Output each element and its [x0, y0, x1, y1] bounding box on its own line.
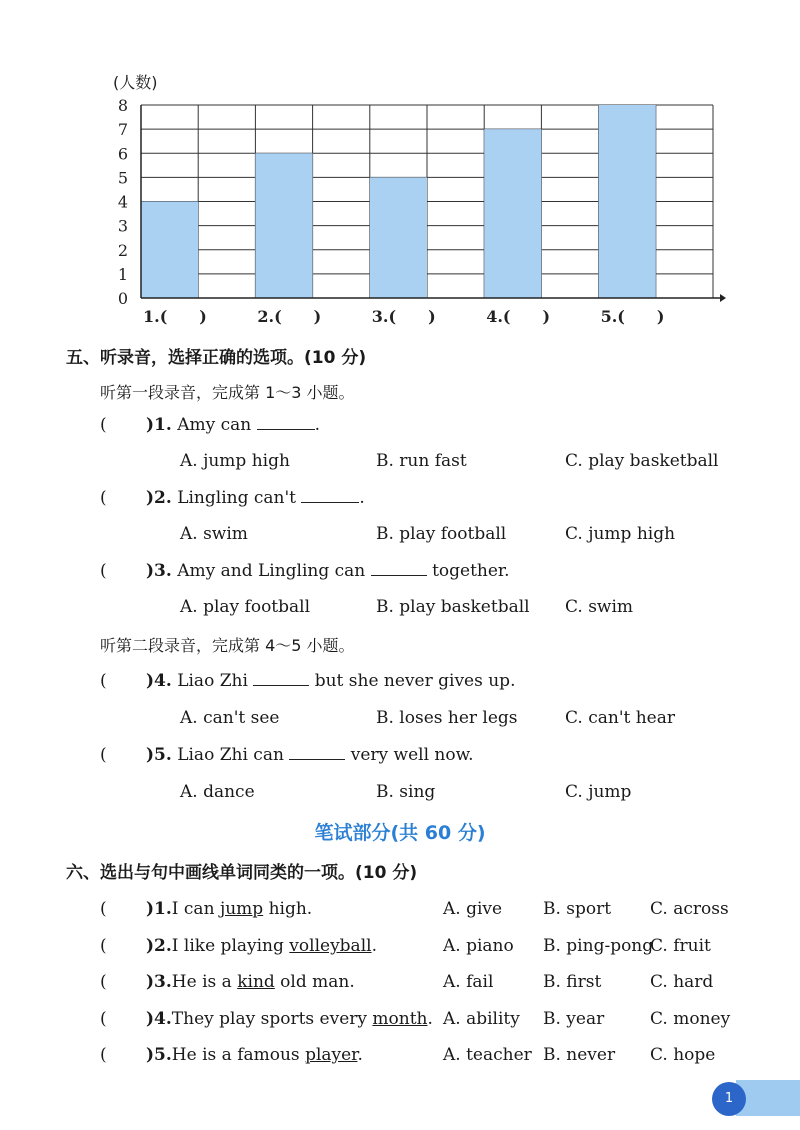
- s6-q5-option-b: B. never: [543, 1045, 616, 1065]
- section6-title: 六、选出与句中画线单词同类的一项。(10 分): [66, 863, 418, 883]
- s5-q2-text-post: .: [359, 488, 365, 508]
- s5-q4-option-b: B. loses her legs: [376, 708, 518, 728]
- s6-q1-text-pre: I can: [171, 899, 220, 919]
- s5-q2-blank: [301, 488, 359, 503]
- s5-q4-option-c: C. can't hear: [565, 708, 675, 728]
- s6-q3-option-b: B. first: [543, 972, 602, 992]
- section5-title: 五、听录音，选择正确的选项。(10 分): [66, 348, 367, 368]
- y-tick-label: 0: [117, 289, 128, 308]
- s6-q1-paren: (: [100, 899, 107, 919]
- s5-q4-text-post: but she never gives up.: [314, 671, 516, 691]
- s5-q4-number: )4.: [146, 671, 172, 691]
- s6-q2-paren: (: [100, 936, 107, 956]
- s6-q5: [146, 1045, 363, 1065]
- s5-q3-text-post: together.: [432, 561, 510, 581]
- y-tick-label: 3: [117, 216, 128, 236]
- y-tick-label: 8: [117, 96, 128, 115]
- s5-q2-text-pre: Lingling can't: [177, 488, 296, 508]
- s5-q5: [146, 745, 474, 765]
- s6-q4-paren: (: [100, 1009, 107, 1029]
- s6-q5-option-c: C. hope: [650, 1045, 716, 1065]
- s6-q3-text-pre: He is a: [171, 972, 238, 992]
- s5-q5-number: )5.: [146, 745, 172, 765]
- s6-q2-option-a: A. piano: [443, 936, 514, 956]
- s5-q3-blank: [371, 561, 427, 576]
- s5-q1-blank: [257, 415, 315, 430]
- y-tick-label: 4: [117, 192, 128, 212]
- s6-q3-text-post: old man.: [274, 972, 355, 992]
- s5-q1-option-b: B. run fast: [376, 451, 467, 471]
- s5-q4-option-a: A. can't see: [180, 708, 280, 728]
- s6-q4-underlined-word: month: [372, 1009, 428, 1029]
- s5-q3-option-c: C. swim: [565, 597, 634, 617]
- s6-q1-underlined-word: jump: [219, 899, 264, 919]
- s6-q4: [146, 1009, 433, 1029]
- s5-q3-option-a: A. play football: [180, 597, 311, 617]
- s6-q1-option-a: A. give: [443, 899, 503, 919]
- y-tick-label: 5: [117, 168, 128, 188]
- s5-q1-text-pre: Amy can: [177, 415, 252, 435]
- s5-q2-paren: (: [100, 488, 107, 508]
- s5-q2-number: )2.: [146, 488, 172, 508]
- y-tick-label: 6: [117, 144, 128, 164]
- s5-q3-number: )3.: [146, 561, 172, 581]
- bar-5: [599, 105, 656, 298]
- written-part-title: 笔试部分(共 60 分): [314, 822, 486, 844]
- s5-q1-paren: (: [100, 415, 107, 435]
- y-tick-label: 1: [117, 264, 128, 284]
- s6-q2: [146, 936, 377, 956]
- s6-q3-underlined-word: kind: [237, 972, 275, 992]
- s6-q2-option-b: B. ping-pong: [543, 936, 654, 956]
- bar-3: [370, 177, 427, 298]
- s6-q1-text-post: high.: [263, 899, 313, 919]
- x-category-label-2: 2.( ): [257, 307, 322, 326]
- s6-q2-option-c: C. fruit: [650, 936, 711, 956]
- s6-q4-number: )4.: [146, 1009, 172, 1029]
- s5-q2: [146, 488, 365, 508]
- x-category-label-3: 3.( ): [371, 307, 436, 326]
- s5-q4: [146, 671, 515, 691]
- s5-q5-option-b: B. sing: [376, 782, 436, 802]
- s6-q3-number: )3.: [146, 972, 172, 992]
- bar-1: [141, 202, 198, 299]
- s5-q1: [146, 415, 320, 435]
- section5-part1-instruction: 听第一段录音，完成第 1～3 小题。: [100, 383, 355, 402]
- s6-q1-option-b: B. sport: [543, 899, 612, 919]
- s5-q5-blank: [289, 745, 345, 760]
- s6-q4-text-pre: They play sports every: [171, 1009, 373, 1029]
- s5-q3: [146, 561, 510, 581]
- s5-q5-text-pre: Liao Zhi can: [177, 745, 284, 765]
- s6-q4-option-c: C. money: [650, 1009, 731, 1029]
- s5-q2-option-c: C. jump high: [565, 524, 676, 544]
- y-tick-label: 2: [117, 240, 128, 260]
- bar-2: [255, 153, 312, 298]
- s5-q5-paren: (: [100, 745, 107, 765]
- y-axis-title: (人数): [113, 73, 158, 92]
- s6-q2-number: )2.: [146, 936, 172, 956]
- s6-q4-option-a: A. ability: [443, 1009, 520, 1029]
- s6-q1-number: )1.: [146, 899, 172, 919]
- s6-q4-text-post: .: [427, 1009, 433, 1029]
- s6-q5-underlined-word: player: [305, 1045, 358, 1065]
- s5-q3-text-pre: Amy and Lingling can: [177, 561, 366, 581]
- s6-q4-option-b: B. year: [543, 1009, 605, 1029]
- s5-q3-paren: (: [100, 561, 107, 581]
- x-category-label-1: 1.( ): [143, 307, 207, 326]
- s6-q2-text-pre: I like playing: [171, 936, 290, 956]
- s5-q1-option-c: C. play basketball: [565, 451, 719, 471]
- s6-q3-option-c: C. hard: [650, 972, 714, 992]
- section5-part2-instruction: 听第二段录音，完成第 4～5 小题。: [100, 636, 355, 655]
- s6-q5-option-a: A. teacher: [443, 1045, 532, 1065]
- s6-q5-number: )5.: [146, 1045, 172, 1065]
- s6-q3-option-a: A. fail: [443, 972, 494, 992]
- s5-q1-text-post: .: [314, 415, 321, 435]
- s5-q5-option-a: A. dance: [180, 782, 255, 802]
- x-axis-arrow: [720, 294, 726, 302]
- s5-q3-option-b: B. play basketball: [376, 597, 530, 617]
- s6-q3-paren: (: [100, 972, 107, 992]
- s6-q1-option-c: C. across: [650, 899, 729, 919]
- s5-q4-text-pre: Liao Zhi: [177, 671, 248, 691]
- s6-q2-text-post: .: [371, 936, 377, 956]
- s6-q1: [146, 899, 312, 919]
- s5-q2-option-b: B. play football: [376, 524, 507, 544]
- s6-q5-paren: (: [100, 1045, 107, 1065]
- s5-q1-number: )1.: [146, 415, 172, 435]
- s5-q4-blank: [253, 671, 309, 686]
- y-tick-label: 7: [117, 120, 128, 140]
- s5-q5-text-post: very well now.: [350, 745, 474, 765]
- s6-q5-text-post: .: [357, 1045, 363, 1065]
- page-number: 1: [712, 1082, 746, 1116]
- s6-q2-underlined-word: volleyball: [289, 936, 372, 956]
- bar-4: [484, 129, 541, 298]
- s5-q1-option-a: A. jump high: [180, 451, 290, 471]
- s5-q4-paren: (: [100, 671, 107, 691]
- s5-q5-option-c: C. jump: [565, 782, 632, 802]
- s6-q5-text-pre: He is a famous: [171, 1045, 306, 1065]
- bar-chart: [0, 0, 800, 340]
- s6-q3: [146, 972, 355, 992]
- x-category-label-5: 5.( ): [600, 307, 665, 326]
- s5-q2-option-a: A. swim: [180, 524, 248, 544]
- x-category-label-4: 4.( ): [486, 307, 551, 326]
